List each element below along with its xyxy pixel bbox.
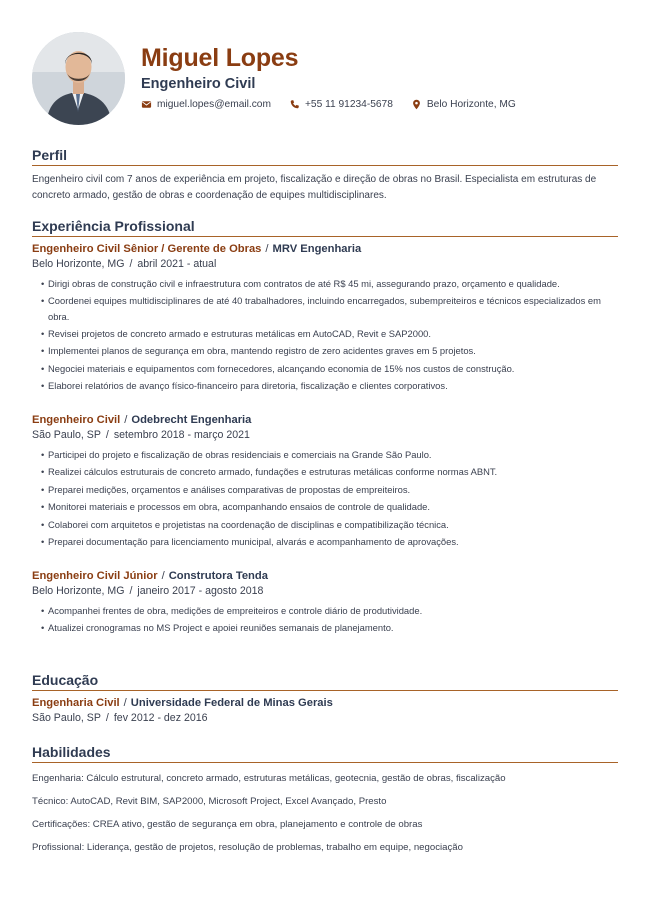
job-period: janeiro 2017 - agosto 2018 [137, 584, 264, 597]
job-location: Belo Horizonte, MG [32, 258, 125, 270]
job-period: abril 2021 - atual [137, 258, 217, 270]
section-title-skills: Habilidades [32, 744, 618, 763]
job-bullets [32, 602, 618, 637]
job-title-line: Engenheiro Civil / Odebrecht Engenharia [32, 413, 252, 426]
education-period: fev 2012 - dez 2016 [113, 712, 208, 724]
skill-line: Certificações: CREA ativo, gestão de segurança em obra, planejamento e controle de obras [32, 819, 423, 830]
bullet-item: • Participei do projeto e fiscalização de obras residenciais e comerciais na Grande São Paulo. [41, 448, 432, 460]
contact-info [141, 99, 516, 110]
bullet-item: • Preparei medições, orçamentos e análises comparativas de propostas de empreiteiros. [41, 483, 411, 495]
job-location: Belo Horizonte, MG [32, 584, 125, 597]
section-title-education: Educação [32, 672, 618, 691]
job-meta: Belo Horizonte, MG / janeiro 2017 - agosto 2018 [32, 584, 264, 597]
skills-section [32, 744, 618, 855]
job-meta: Belo Horizonte, MG / abril 2021 - atual [32, 258, 217, 270]
job-location: São Paulo, SP [32, 428, 101, 441]
job-company: Odebrecht Engenharia [131, 413, 252, 426]
bullet-item: • Dirigi obras de construção civil e infraestrutura com contratos de até R$ 45 mi, assegurando prazo, orçamento e qualidade. [41, 278, 560, 289]
contact-location [411, 99, 516, 110]
job-period: setembro 2018 - março 2021 [113, 428, 250, 441]
education-meta: São Paulo, SP / fev 2012 - dez 2016 [32, 712, 208, 724]
resume-header [32, 32, 622, 128]
job-bullets [32, 275, 618, 395]
contact-email[interactable] [141, 99, 271, 110]
bullet-item: • Atualizei cronogramas no MS Project e apoiei reuniões semanais de planejamento. [41, 622, 394, 633]
email-text: miguel.lopes@email.com [157, 99, 271, 110]
profile-summary: Engenheiro civil com 7 anos de experiência em projeto, fiscalização e direção de obras no Brasil. Especialista em estruturas de concreto armado, gestão de obras e coordenação de equipes multidisciplinares. [32, 174, 597, 201]
section-title-experience: Experiência Profissional [32, 218, 618, 237]
job-entry [32, 570, 618, 637]
job-bullets [32, 446, 618, 551]
candidate-role: Engenheiro Civil [141, 76, 256, 92]
job-title-line: Engenheiro Civil Sênior / Gerente de Obras / MRV Engenharia [32, 243, 362, 255]
education-entry [32, 697, 618, 724]
education-section [32, 672, 618, 724]
experience-section [32, 218, 618, 637]
bullet-item: • Revisei projetos de concreto armado e estruturas metálicas em AutoCAD, Revit e SAP2000. [41, 327, 431, 339]
map-pin-icon [411, 99, 422, 110]
bullet-item: • Preparei documentação para licenciamento municipal, alvarás e acompanhamento de aprovações. [41, 536, 459, 547]
candidate-name: Miguel Lopes [141, 44, 299, 72]
bullet-item: • Realizei cálculos estruturais de concreto armado, fundações e estruturas metálicas conforme normas ABNT. [41, 466, 498, 477]
job-entry [32, 243, 618, 395]
skill-line: Técnico: AutoCAD, Revit BIM, SAP2000, Microsoft Project, Excel Avançado, Presto [32, 796, 387, 807]
education-location: São Paulo, SP [32, 712, 101, 724]
portrait-image [32, 32, 125, 125]
school: Universidade Federal de Minas Gerais [130, 697, 333, 709]
job-position: Engenheiro Civil Sênior / Gerente de Obras [32, 243, 262, 255]
phone-text: +55 11 91234-5678 [304, 99, 393, 110]
job-entry [32, 414, 618, 551]
bullet-item: • Acompanhei frentes de obra, medições de empreiteiros e controle diário de produtividade. [41, 604, 423, 616]
skill-line: Engenharia: Cálculo estrutural, concreto armado, estruturas metálicas, geotecnia, gestão de obras, fiscalização [32, 773, 506, 784]
job-meta: São Paulo, SP / setembro 2018 - março 2021 [32, 428, 250, 441]
phone-icon [289, 99, 300, 110]
avatar [32, 32, 125, 125]
location-text: Belo Horizonte, MG [426, 99, 516, 110]
job-company: MRV Engenharia [272, 243, 362, 255]
degree: Engenharia Civil [32, 697, 120, 709]
job-company: Construtora Tenda [168, 569, 268, 582]
mail-icon [141, 99, 152, 110]
education-title-line: Engenharia Civil / Universidade Federal de Minas Gerais [32, 697, 333, 709]
skill-line: Profissional: Liderança, gestão de projetos, resolução de problemas, trabalho em equipe, negociação [32, 842, 463, 853]
profile-section [32, 147, 618, 204]
bullet-item: • Negociei materiais e equipamentos com fornecedores, alcançando economia de 15% nos custos de construção. [41, 362, 515, 374]
section-title-profile: Perfil [32, 147, 618, 166]
job-title-line: Engenheiro Civil Júnior / Construtora Tenda [32, 569, 268, 582]
bullet-item: • Monitorei materiais e processos em obra, acompanhando ensaios de controle de qualidade. [41, 501, 430, 512]
contact-phone[interactable] [289, 99, 393, 110]
bullet-item: • Elaborei relatórios de avanço físico-financeiro para diretoria, fiscalização e clientes corporativos. [41, 380, 448, 391]
job-position: Engenheiro Civil [32, 413, 121, 426]
bullet-item: • Coordenei equipes multidisciplinares de até 40 trabalhadores, incluindo encarregados, subempreiteiros e técnicos especializados em obra. [41, 294, 601, 322]
bullet-item: • Colaborei com arquitetos e projetistas na coordenação de disciplinas e compatibilização técnica. [41, 518, 449, 530]
bullet-item: • Implementei planos de segurança em obra, mantendo registro de zero acidentes graves em 5 projetos. [41, 345, 476, 356]
job-position: Engenheiro Civil Júnior [32, 569, 158, 582]
